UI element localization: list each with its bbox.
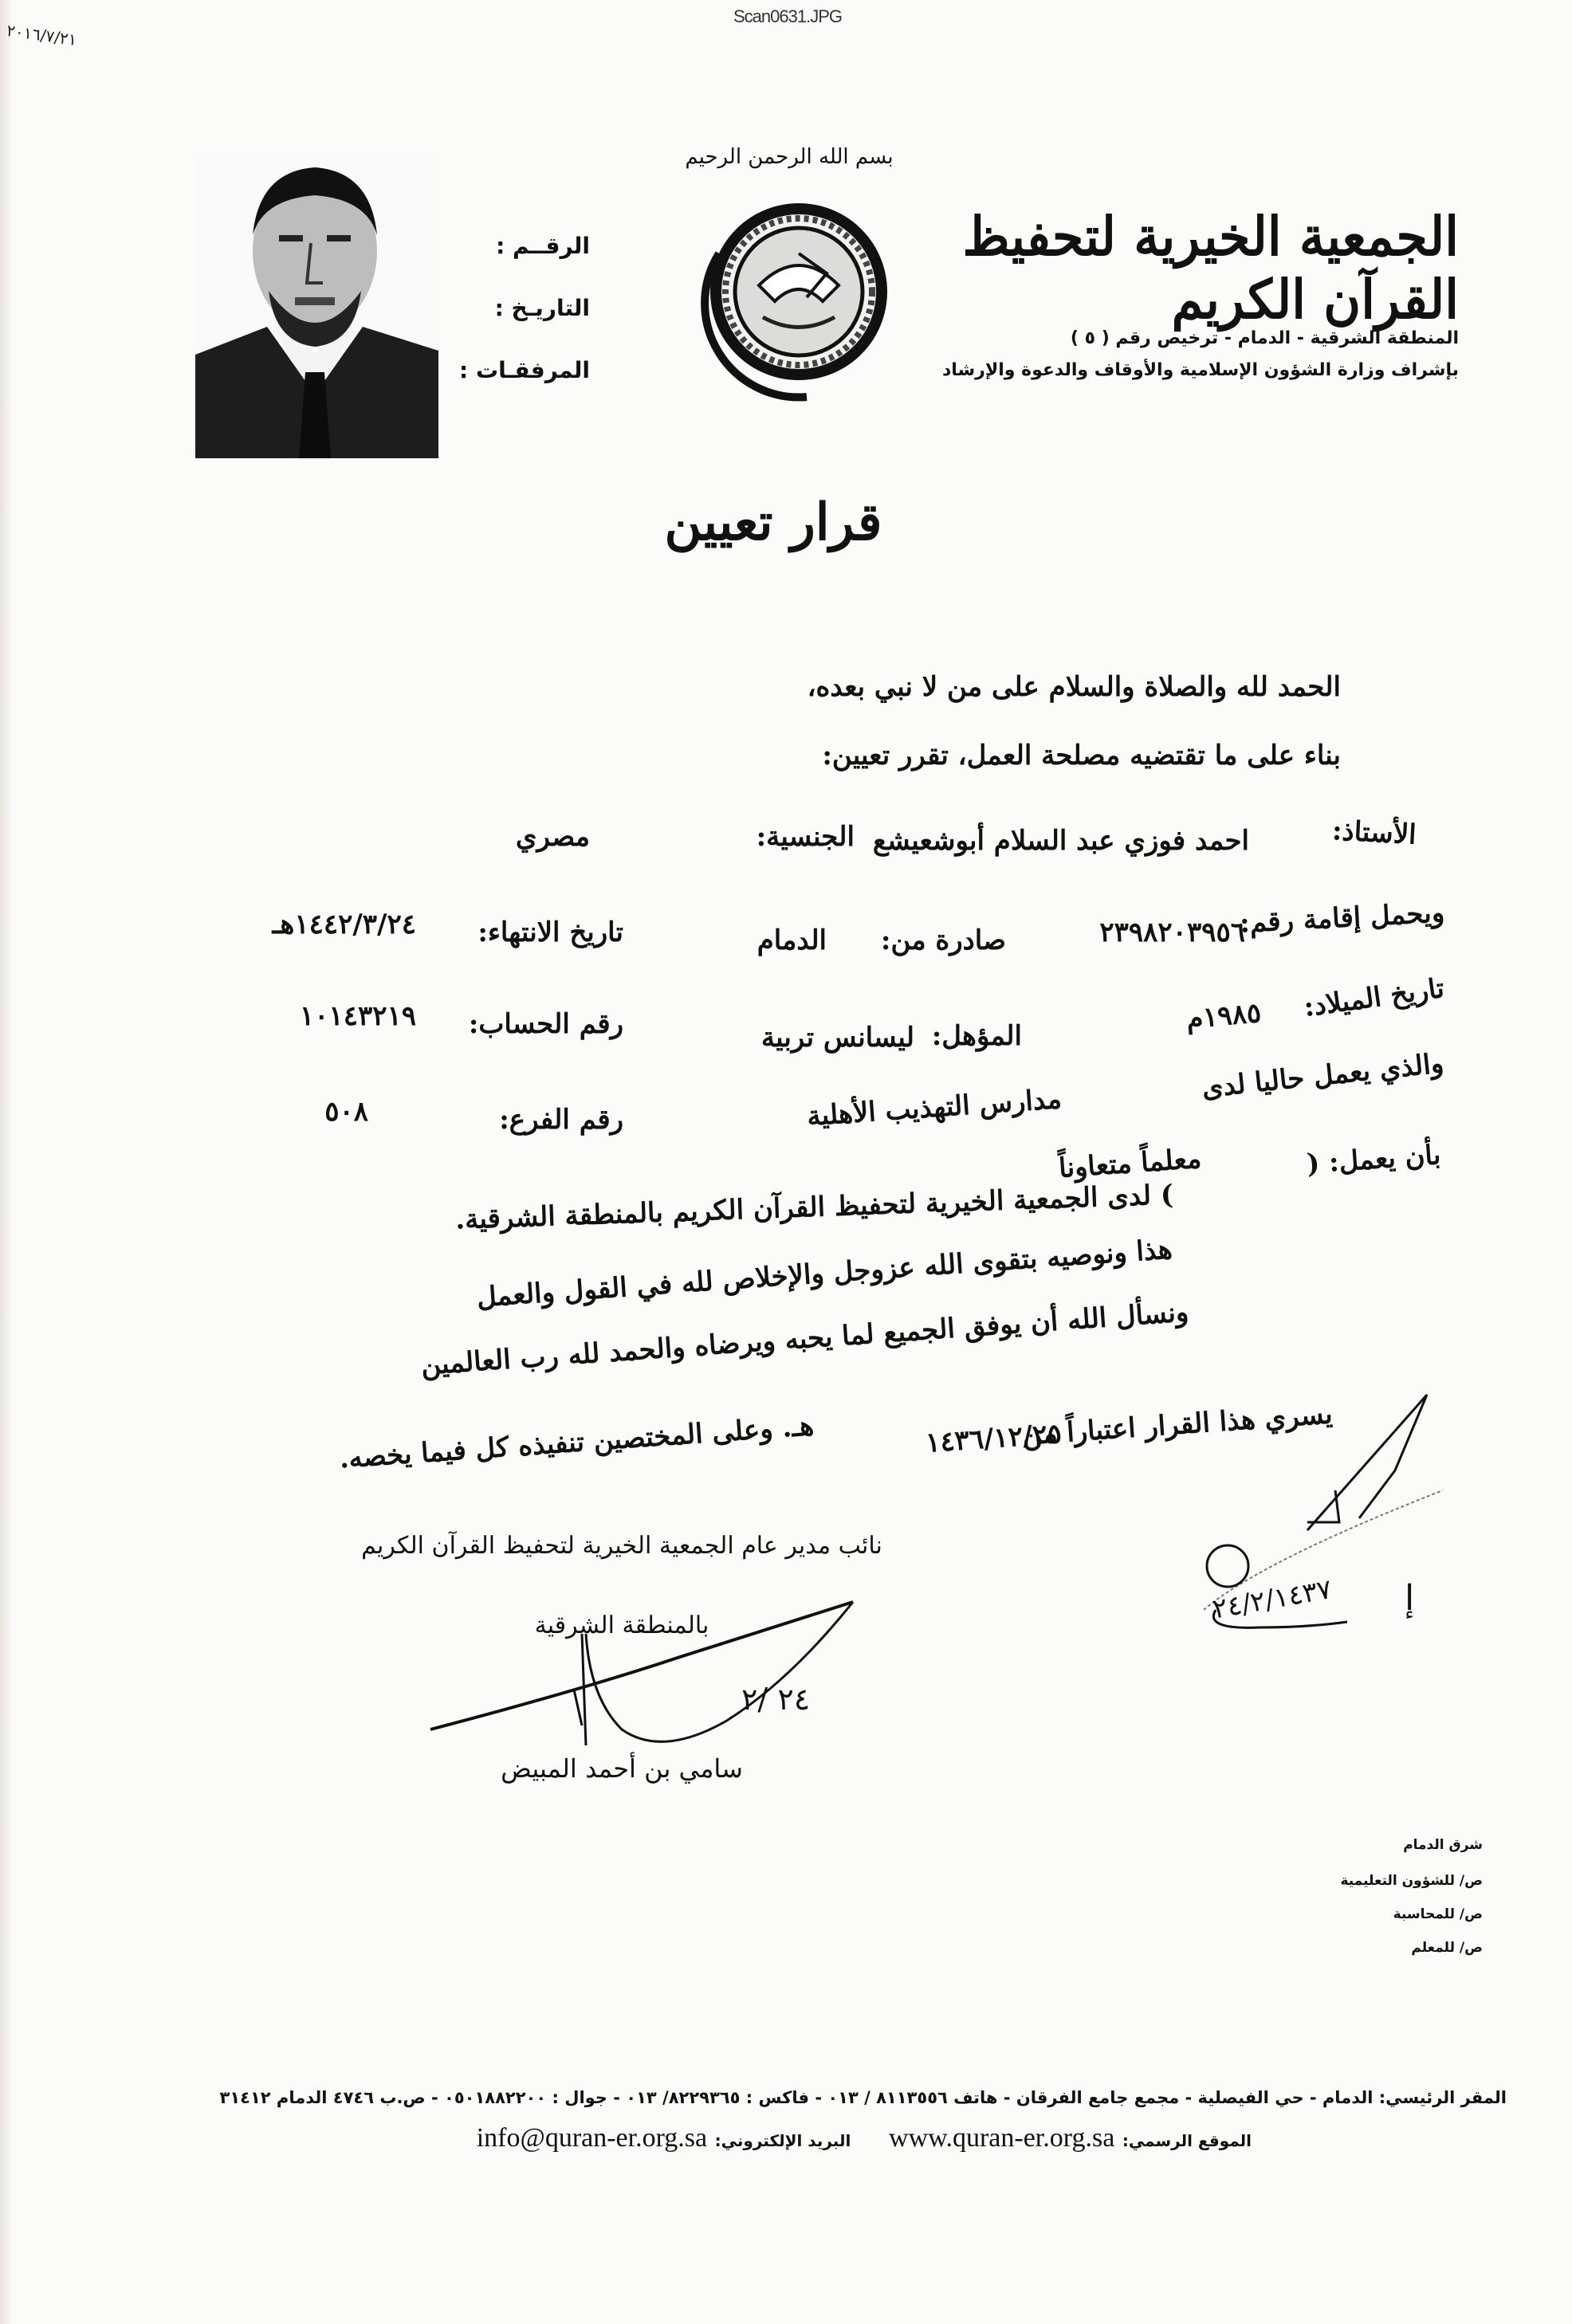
current-work-value: مدارس التهذيب الأهلية bbox=[805, 1082, 1063, 1133]
role-suffix: ) لدى الجمعية الخيرية لتحفيظ القرآن الكريم بالمنطقة الشرقية. bbox=[454, 1179, 1174, 1236]
iqama-number: ٢٣٩٨٢٠٣٩٥٦ bbox=[1099, 917, 1245, 948]
scan-filename: Scan0631.JPG bbox=[733, 6, 842, 26]
qualification-value: ليسانس تربية bbox=[760, 1022, 914, 1054]
expiry-date: ١٤٤٢/٣/٢٤هـ bbox=[272, 909, 416, 940]
nationality-label: الجنسية: bbox=[756, 821, 855, 853]
cc-item: ص/ للمعلم bbox=[1411, 1940, 1483, 1956]
signature-handwritten-date: ٢٤ /٢ bbox=[741, 1682, 811, 1717]
issued-from-value: الدمام bbox=[757, 924, 827, 956]
document-title: قرار تعيين bbox=[664, 493, 882, 552]
role-label: بأن يعمل: ( bbox=[1305, 1139, 1442, 1180]
ref-attachments-label: المرفقـات : bbox=[459, 357, 590, 383]
preamble-line: بناء على ما تقتضيه مصلحة العمل، تقرر تعيين: bbox=[822, 740, 1341, 771]
annotation-date: ٢٤/٢/١٤٣٧ bbox=[1210, 1573, 1334, 1626]
cc-item: ص/ للمحاسبة bbox=[1393, 1906, 1483, 1922]
email-label: البريد الإلكتروني: bbox=[714, 2131, 851, 2150]
effective-suffix: هـ. وعلى المختصين تنفيذه كل فيما يخصه. bbox=[338, 1410, 815, 1475]
signatory-title: نائب مدير عام الجمعية الخيرية لتحفيظ القرآن الكريم bbox=[361, 1532, 882, 1560]
role-value: معلماً متعاوناً bbox=[1057, 1142, 1203, 1185]
branch-label: رقم الفرع: bbox=[499, 1104, 623, 1136]
basmala: بسم الله الرحمن الرحيم bbox=[685, 145, 894, 169]
signatory-region: بالمنطقة الشرقية bbox=[534, 1611, 709, 1639]
issued-from-label: صادرة من: bbox=[880, 924, 1006, 956]
website-link[interactable]: www.quran-er.org.sa bbox=[889, 2123, 1115, 2153]
birth-year: ١٩٨٥م bbox=[1185, 996, 1263, 1036]
org-name-calligraphy: الجمعية الخيرية لتحفيظ القرآن الكريم bbox=[962, 206, 1459, 332]
ref-date-label: التاريـخ : bbox=[494, 295, 590, 321]
expiry-label: تاريخ الانتهاء: bbox=[477, 917, 623, 948]
current-work-label: والذي يعمل حاليا لدى bbox=[1201, 1047, 1446, 1105]
email-link[interactable]: info@quran-er.org.sa bbox=[476, 2123, 708, 2153]
signature-icon bbox=[422, 1586, 869, 1769]
ref-number-label: الرقــم : bbox=[496, 233, 590, 259]
closing-line-2: ونسأل الله أن يوفق الجميع لما يحبه ويرضاه والحمد لله رب العالمين bbox=[419, 1296, 1190, 1382]
account-number: ١٠١٤٣٢١٩ bbox=[299, 1000, 416, 1032]
teacher-label: الأستاذ: bbox=[1331, 815, 1417, 851]
effective-prefix: يسري هذا القرار اعتباراً من bbox=[1021, 1398, 1334, 1452]
teacher-photo bbox=[195, 155, 438, 458]
effective-date: ١٤٣٦/١٢/٢٥ bbox=[924, 1418, 1063, 1459]
org-subtitle: المنطقة الشرقية - الدمام - ترخيص رقم ( ٥ ) bbox=[1070, 328, 1459, 348]
cc-item: ص/ للشؤون التعليمية bbox=[1340, 1873, 1483, 1889]
teacher-name: احمد فوزي عبد السلام أبوشعيشع bbox=[872, 825, 1249, 857]
org-seal-icon bbox=[687, 198, 891, 402]
page-edge-shadow bbox=[0, 0, 13, 2324]
corner-handwritten-date: ٢٠١٦/٧/٢١ bbox=[5, 20, 78, 50]
nationality-value: مصري bbox=[515, 821, 590, 853]
handwritten-annotation bbox=[1196, 1371, 1451, 1634]
website-label: الموقع الرسمي: bbox=[1122, 2131, 1252, 2150]
branch-number: ٥٠٨ bbox=[324, 1096, 368, 1128]
footer-address: المقر الرئيسي: الدمام - حي الفيصلية - مجمع جامع الفرقان - هاتف ٨١١٣٥٥٦ / ٠١٣ - فاكس : ٨٢٢٩٣٦٥/ ٠١٣ - جوال : ٠٥٠١٨٨٢٢٠٠ - ص.ب ٤٧٤٦ الدمام ٣١٤١٢ bbox=[219, 2088, 1507, 2107]
annotation-mark: إ bbox=[1405, 1578, 1415, 1619]
signatory-name: سامي بن أحمد المبيض bbox=[501, 1753, 743, 1784]
footer-contacts bbox=[446, 2123, 1252, 2153]
birth-label: تاريخ الميلاد: bbox=[1301, 972, 1446, 1024]
org-supervision: بإشراف وزارة الشؤون الإسلامية والأوقاف والدعوة والإرشاد bbox=[941, 360, 1459, 380]
account-label: رقم الحساب: bbox=[468, 1008, 623, 1040]
iqama-label: ويحمل إقامة رقم: bbox=[1238, 897, 1445, 940]
cc-item: شرق الدمام bbox=[1403, 1837, 1483, 1853]
opening-line: الحمد لله والصلاة والسلام على من لا نبي بعده، bbox=[807, 671, 1341, 703]
qualification-label: المؤهل: bbox=[931, 1020, 1022, 1052]
closing-line-1: هذا ونوصيه بتقوى الله عزوجل والإخلاص لله في القول والعمل bbox=[476, 1233, 1174, 1314]
